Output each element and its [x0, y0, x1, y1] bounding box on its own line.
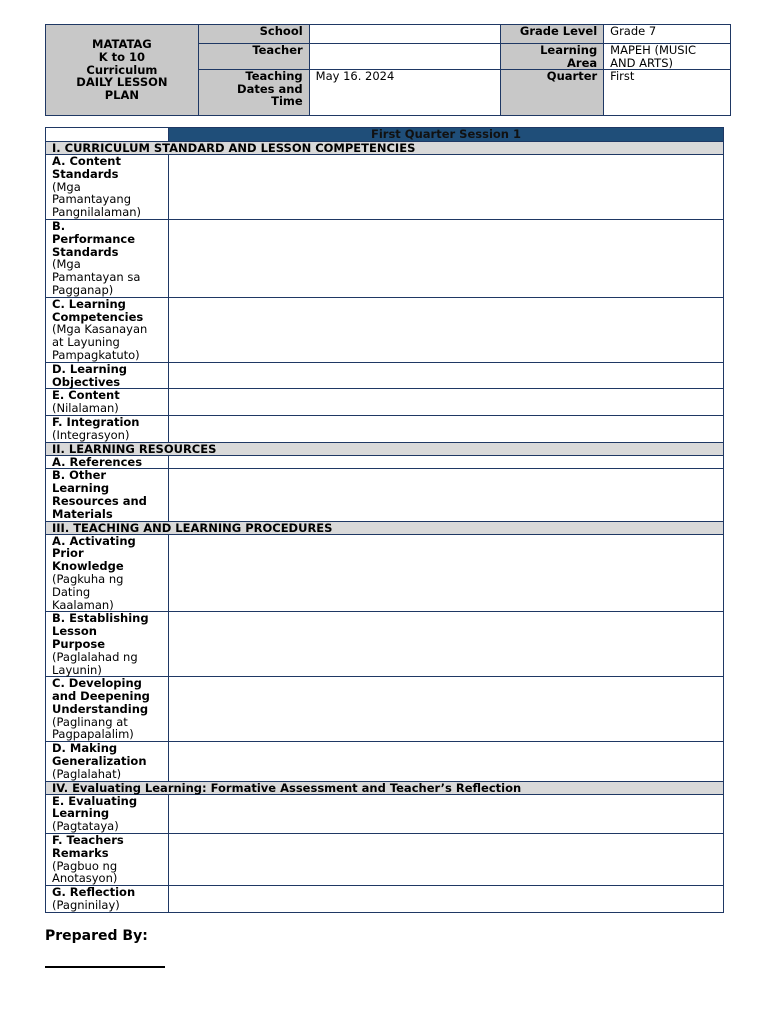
activating-field[interactable] [168, 534, 723, 612]
content-standards-field[interactable] [168, 155, 723, 220]
row-label-reflection: G. Reflection (Pagninilay) [46, 886, 169, 913]
table-row [46, 455, 724, 469]
session-row [46, 128, 724, 142]
lesson-plan-table [45, 127, 724, 913]
school-field[interactable] [309, 25, 501, 44]
section-heading-curriculum: I. CURRICULUM STANDARD AND LESSON COMPETENCIES [46, 142, 724, 155]
other-resources-field[interactable] [168, 469, 723, 521]
table-row [46, 155, 724, 220]
row-label-performance-standards: B. Performance Standards (Mga Pamantayan sa Pagganap) [46, 220, 169, 298]
references-field[interactable] [168, 455, 723, 469]
row-label-integration: F. Integration (Integrasyon) [46, 415, 169, 442]
evaluating-field[interactable] [168, 794, 723, 833]
learning-area-field[interactable]: MAPEH (MUSIC AND ARTS) [604, 44, 731, 70]
remarks-field[interactable] [168, 834, 723, 886]
dlp-title: MATATAG K to 10 Curriculum DAILY LESSON PLAN [46, 25, 199, 116]
table-row [46, 415, 724, 442]
teacher-field[interactable] [309, 44, 501, 70]
making-generalization-field[interactable] [168, 742, 723, 781]
row-label-content: E. Content (Nilalaman) [46, 389, 169, 416]
establishing-field[interactable] [168, 612, 723, 677]
row-label-other-resources: B. Other Learning Resources and Materials [46, 469, 169, 521]
table-row [46, 534, 724, 612]
section-heading-resources: II. LEARNING RESOURCES [46, 442, 724, 455]
learning-area-label: Learning Area [501, 44, 604, 70]
row-label-developing: C. Developing and Deepening Understanding (Paglinang at Pagpapalalim) [46, 677, 169, 742]
row-label-references: A. References [46, 455, 169, 469]
grade-level-field[interactable]: Grade 7 [604, 25, 731, 44]
section-heading-evaluating: IV. Evaluating Learning: Formative Assessment and Teacher’s Reflection [46, 781, 724, 794]
table-row [46, 886, 724, 913]
table-row [46, 362, 724, 389]
session-title: First Quarter Session 1 [168, 128, 723, 142]
reflection-field[interactable] [168, 886, 723, 913]
content-field[interactable] [168, 389, 723, 416]
row-label-evaluating: E. Evaluating Learning (Pagtataya) [46, 794, 169, 833]
row-label-activating: A. Activating Prior Knowledge (Pagkuha ng Dating Kaalaman) [46, 534, 169, 612]
integration-field[interactable] [168, 415, 723, 442]
table-row [46, 742, 724, 781]
signature-line [45, 966, 165, 968]
header-table [45, 24, 731, 116]
table-row [46, 389, 724, 416]
quarter-label: Quarter [501, 70, 604, 116]
performance-standards-field[interactable] [168, 220, 723, 298]
table-row [46, 677, 724, 742]
quarter-field[interactable]: First [604, 70, 731, 116]
learning-competencies-field[interactable] [168, 297, 723, 362]
session-corner [46, 128, 169, 142]
section-heading-procedures: III. TEACHING AND LEARNING PROCEDURES [46, 521, 724, 534]
grade-level-label: Grade Level [501, 25, 604, 44]
learning-objectives-field[interactable] [168, 362, 723, 389]
table-row [46, 469, 724, 521]
row-label-remarks: F. Teachers Remarks (Pagbuo ng Anotasyon) [46, 834, 169, 886]
table-row [46, 834, 724, 886]
row-label-learning-competencies: C. Learning Competencies (Mga Kasanayan at Layuning Pampagkatuto) [46, 297, 169, 362]
table-row [46, 220, 724, 298]
prepared-by-label: Prepared By: [45, 928, 148, 944]
school-label: School [198, 25, 309, 44]
teaching-dates-field[interactable]: May 16. 2024 [309, 70, 501, 116]
table-row [46, 612, 724, 677]
table-row [46, 297, 724, 362]
row-label-content-standards: A. Content Standards (Mga Pamantayang Pangnilalaman) [46, 155, 169, 220]
teaching-dates-label: Teaching Dates and Time [198, 70, 309, 116]
row-label-learning-objectives: D. Learning Objectives [46, 362, 169, 389]
row-label-establishing: B. Establishing Lesson Purpose (Paglalahad ng Layunin) [46, 612, 169, 677]
developing-field[interactable] [168, 677, 723, 742]
table-row [46, 794, 724, 833]
teacher-label: Teacher [198, 44, 309, 70]
row-label-making: D. Making Generalization (Paglalahat) [46, 742, 169, 781]
